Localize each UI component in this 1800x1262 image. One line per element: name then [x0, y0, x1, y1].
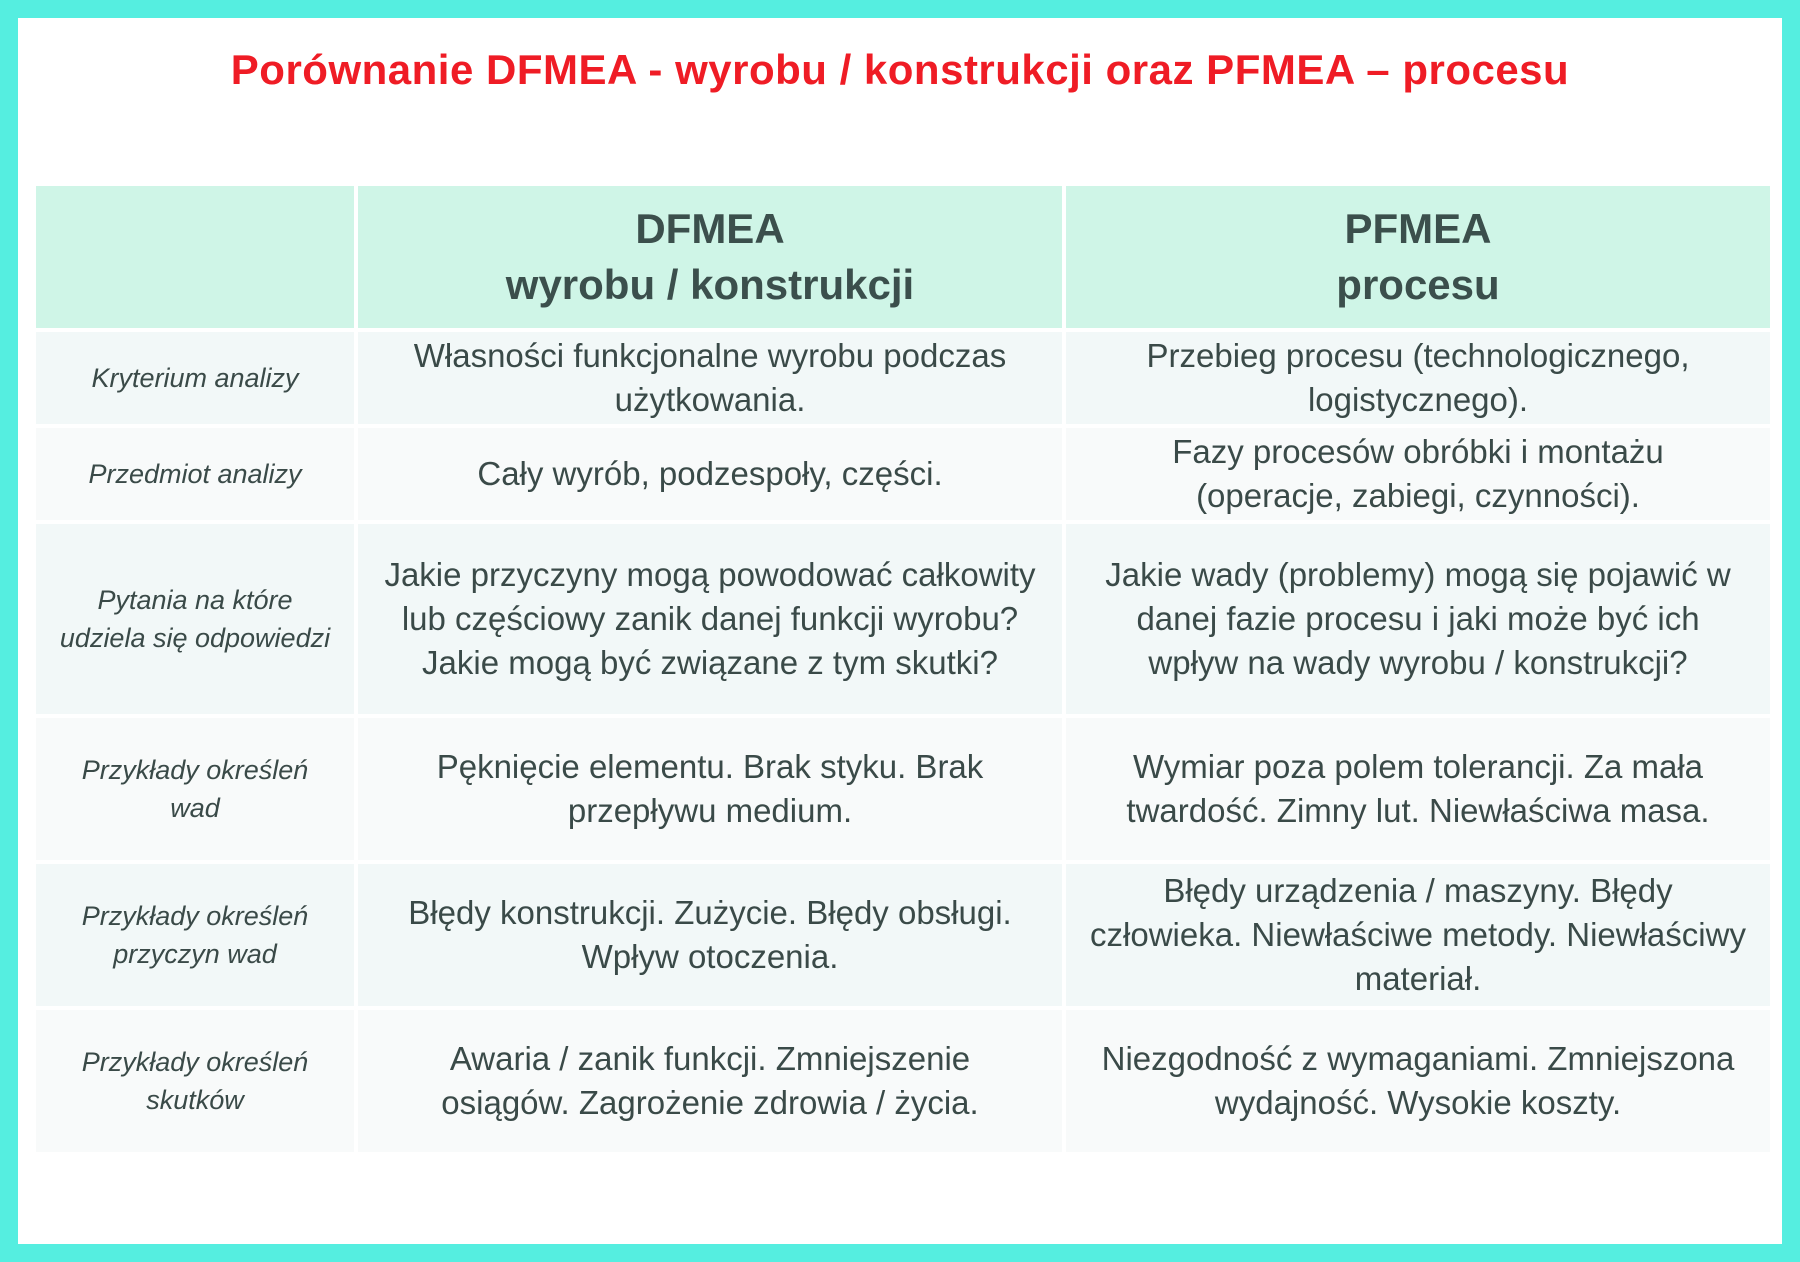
- column-header-line: DFMEA: [635, 205, 785, 252]
- row-label: Przykłady określeń skutków: [36, 1010, 354, 1152]
- table-row: [36, 332, 1770, 424]
- column-header-dfmea: [358, 186, 1062, 328]
- dfmea-cell: Awaria / zanik funkcji. Zmniejszenie osiągów. Zagrożenie zdrowia / życia.: [358, 1010, 1062, 1152]
- table-row: [36, 718, 1770, 860]
- pfmea-cell: Przebieg procesu (technologicznego, logistycznego).: [1066, 332, 1770, 424]
- table-row: [36, 428, 1770, 520]
- row-label: Przedmiot analizy: [36, 428, 354, 520]
- column-header-pfmea: [1066, 186, 1770, 328]
- row-label: Pytania na które udziela się odpowiedzi: [36, 524, 354, 714]
- column-header-line: procesu: [1336, 261, 1500, 308]
- dfmea-cell: Błędy konstrukcji. Zużycie. Błędy obsługi. Wpływ otoczenia.: [358, 864, 1062, 1006]
- comparison-table: [32, 182, 1774, 1156]
- table-row: [36, 864, 1770, 1006]
- corner-cell: [36, 186, 354, 328]
- pfmea-cell: Jakie wady (problemy) mogą się pojawić w danej fazie procesu i jaki może być ich wpływ na wady wyrobu / konstrukcji?: [1066, 524, 1770, 714]
- page-title: Porównanie DFMEA - wyrobu / konstrukcji oraz PFMEA – procesu: [230, 46, 1570, 93]
- column-header-line: PFMEA: [1344, 205, 1492, 252]
- row-label: Kryterium analizy: [36, 332, 354, 424]
- row-label: Przykłady określeń wad: [36, 718, 354, 860]
- pfmea-cell: Niezgodność z wymaganiami. Zmniejszona wydajność. Wysokie koszty.: [1066, 1010, 1770, 1152]
- header-row: [36, 186, 1770, 328]
- dfmea-cell: Cały wyrób, podzespoły, części.: [358, 428, 1062, 520]
- dfmea-cell: Pęknięcie elementu. Brak styku. Brak przepływu medium.: [358, 718, 1062, 860]
- column-header-line: wyrobu / konstrukcji: [505, 261, 915, 308]
- dfmea-cell: Własności funkcjonalne wyrobu podczas użytkowania.: [358, 332, 1062, 424]
- pfmea-cell: Wymiar poza polem tolerancji. Za mała twardość. Zimny lut. Niewłaściwa masa.: [1066, 718, 1770, 860]
- table-row: [36, 524, 1770, 714]
- row-label: Przykłady określeń przyczyn wad: [36, 864, 354, 1006]
- dfmea-cell: Jakie przyczyny mogą powodować całkowity lub częściowy zanik danej funkcji wyrobu? Jakie mogą być związane z tym skutki?: [358, 524, 1062, 714]
- pfmea-cell: Błędy urządzenia / maszyny. Błędy człowieka. Niewłaściwe metody. Niewłaściwy materiał.: [1066, 864, 1770, 1006]
- pfmea-cell: Fazy procesów obróbki i montażu (operacje, zabiegi, czynności).: [1066, 428, 1770, 520]
- table-row: [36, 1010, 1770, 1152]
